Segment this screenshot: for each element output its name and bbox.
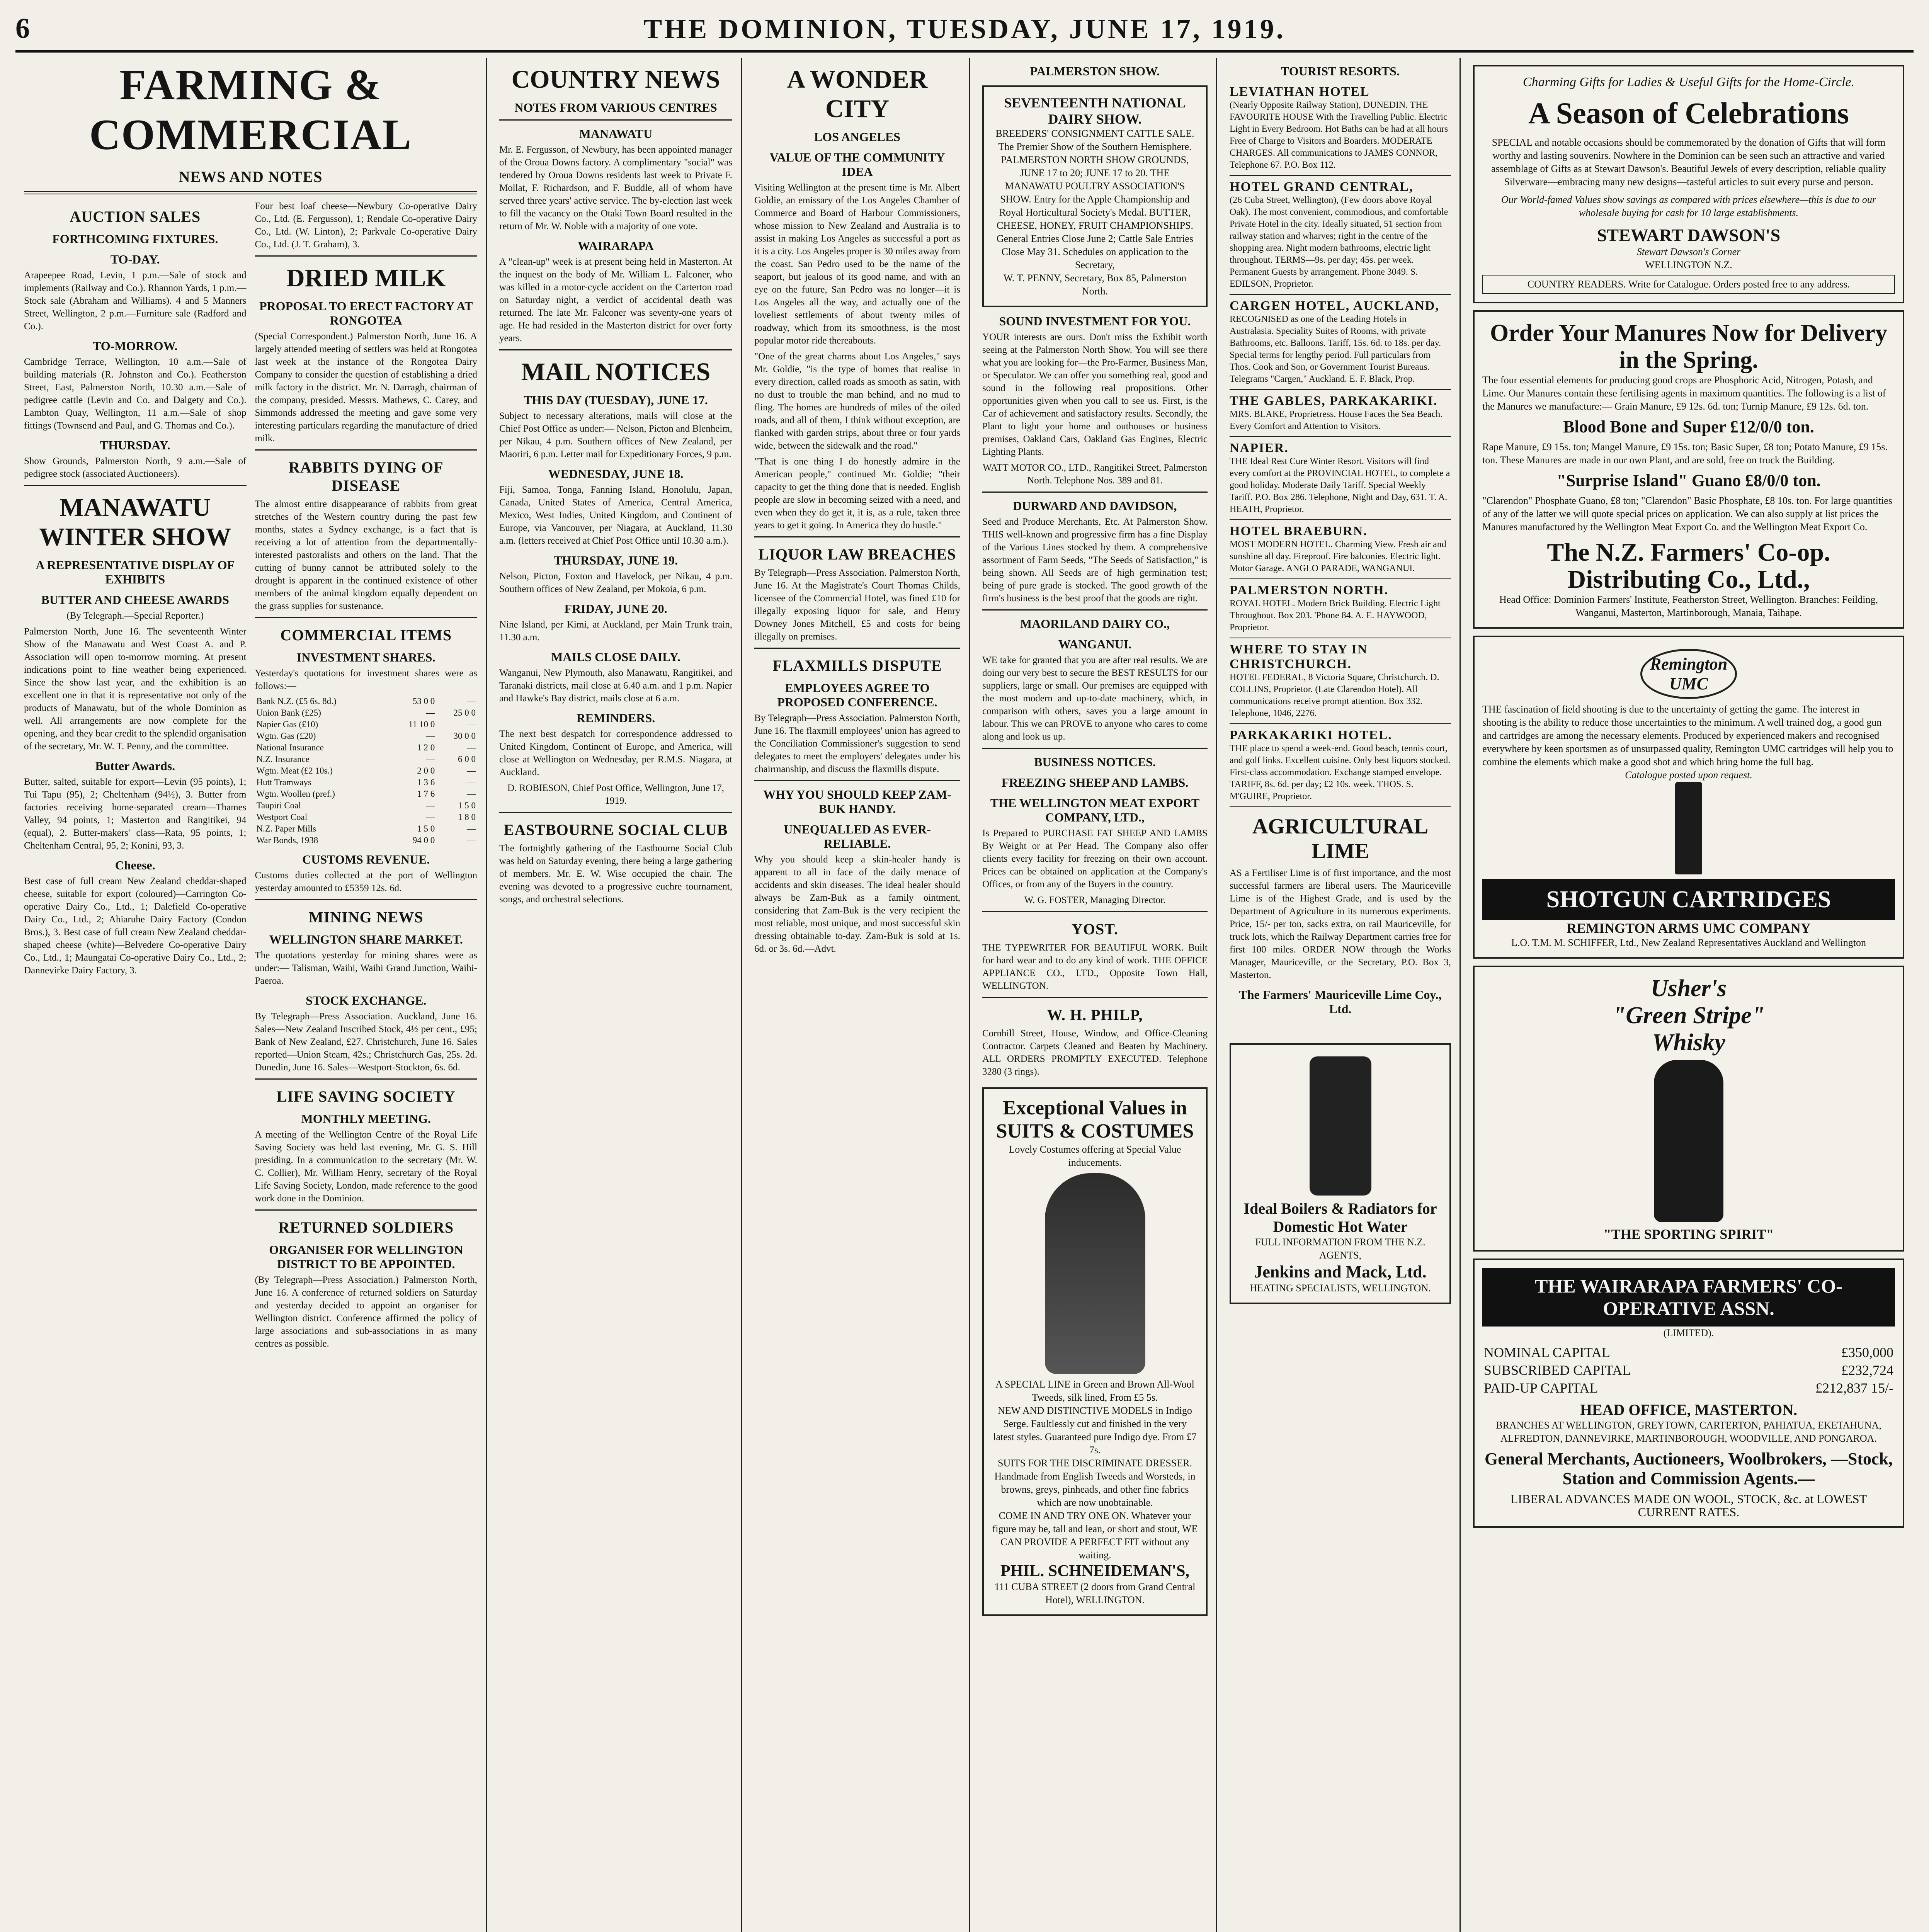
share-row [255, 800, 478, 811]
hotel-name: THE GABLES, PARKAKARIKI. [1230, 394, 1438, 408]
liquor-heading: LIQUOR LAW BREACHES [758, 546, 956, 563]
byline: (By Telegraph.—Special Reporter.) [66, 611, 204, 621]
hotel-details: RECOGNISED as one of the Leading Hotels in Australasia. Speciality Suites of Rooms, with private Bathrooms, etc. Balloons. Tariff, 15s. 6d. to 18s. per day. Special terms for lengthy period. Full particulars from Thos. Cook and Son, or Government Tourist Bureaus. Telegrams "Cargen," Auckland. E. F. Black, Prop. [1230, 314, 1441, 384]
share-name: Bank N.Z. (£5 6s. 8d.) [256, 696, 337, 706]
business-notices-label: BUSINESS NOTICES. [1034, 755, 1156, 769]
usher-tag: "THE SPORTING SPIRIT" [1603, 1226, 1774, 1242]
divider [255, 255, 478, 257]
hotel-name: LEVIATHAN HOTEL [1230, 85, 1370, 99]
dairy-show-sign: W. T. PENNY, Secretary, Box 85, Palmerston North. [1003, 272, 1187, 297]
mining-heading: MINING NEWS [308, 908, 424, 926]
costume-figure-illustration [1045, 1173, 1145, 1374]
dried-milk-text: (Special Correspondent.) Palmerston North, June 16. A largely attended meeting of settlers was held at Rongotea last week at the instance of the Rongotea Dairy Company to consider the question of establishing a dried milk factory in the district. Mr. N. Darragh, chairman of the company, presided. Messrs. Mathews, C. Carey, and Simmonds addressed the meeting and gave some very interesting particulars regarding the manufacture of dried milk. [255, 331, 477, 444]
share-name: Hutt Tramways [256, 777, 311, 787]
suits-line-4: COME IN AND TRY ONE ON. Whatever your figure may be, tall and lean, or short and stout, WE CAN PROVIDE A PERFECT FIT without any waiting. [992, 1510, 1198, 1561]
share-seller: — [467, 696, 476, 706]
auction-subheading: FORTHCOMING FIXTURES. [52, 232, 218, 246]
daily-text: Wanganui, New Plymouth, also Manawatu, Rangitikei, and Taranaki districts, mail close at 6.40 a.m. and 1 p.m. Napier and Hawke's Bay district, mails close at 6 a.m. [499, 668, 732, 704]
share-row [255, 765, 478, 777]
capital-row [1482, 1361, 1895, 1379]
divider [754, 536, 960, 537]
daily-label: MAILS CLOSE DAILY. [551, 650, 680, 664]
wonder-city-place: LOS ANGELES [814, 130, 901, 144]
share-row [255, 719, 478, 730]
lifesaving-heading: LIFE SAVING SOCIETY [276, 1088, 456, 1105]
returned-heading: RETURNED SOLDIERS [278, 1219, 454, 1236]
zambuk-text: Why you should keep a skin-healer handy is apparent to all in face of the daily menace of accidents and skin diseases. The ideal healer should always be Zam-Buk as a family ointment, considering that Zam-Buk is the very recipient the most reliable, most unique, and most successful skin dressing obtainable to-day. Zam-Buk is sold at 1s. 6d. or 3s. 6d.—Advt. [754, 854, 960, 954]
mining-sub: WELLINGTON SHARE MARKET. [269, 932, 463, 946]
today-label: TO-DAY. [110, 252, 160, 266]
share-name: Napier Gas (£10) [256, 719, 318, 729]
column-farming-commercial [15, 58, 487, 1932]
boilers-tag: HEATING SPECIALISTS, WELLINGTON. [1250, 1282, 1431, 1294]
customs-text: Customs duties collected at the port of Wellington yesterday amounted to £5359 12s. 6d. [255, 870, 477, 893]
share-seller: 1 5 0 [458, 801, 476, 810]
share-seller: 30 0 0 [453, 731, 476, 741]
capital-row [1482, 1344, 1895, 1361]
share-row [255, 777, 478, 788]
share-buyer: — [426, 708, 435, 718]
tomorrow-label: TO-MORROW. [92, 339, 178, 353]
suits-line-2: NEW AND DISTINCTIVE MODELS in Indigo Serge. Faultlessly cut and finished in the very latest styles. Guaranteed pure Indigo dye. From £7 7s. [993, 1405, 1197, 1456]
suits-ad [982, 1087, 1208, 1616]
cartridge-illustration [1675, 782, 1702, 874]
cheese-text: Best case of full cream New Zealand cheddar-shaped cheese, suitable for export (coloured)—Carrington Co-operative Dairy Co., Ltd., 1; Dalefield Co-operative Dairy Co., Ltd., 2; Ahiaruhe Dairy Factory (Condon Bros.), 3. Best case of full cream New Zealand cheddar-shaped cheese (white)—Belvedere Co-operative Dairy Co., Ltd., 1; Maungatai Co-operative Dairy Co., Ltd., 2; Dannevirke Dairy Factory, 3. [24, 876, 247, 976]
boilers-title: Ideal Boilers & Radiators for Domestic Hot Water [1243, 1200, 1437, 1235]
manawatu-text: Mr. E. Fergusson, of Newbury, has been appointed manager of the Oroua Downs factory. A complimentary "social" was tendered by Oroua Downs residents last week to Private F. Mollat, F. Richardson, and F. Buddle, all of whom have served three years' active service. The by-election last week to fill the vacancy on the Otaki Town Board resulted in the return of Mr. W. Noble with a majority of one vote. [499, 145, 732, 231]
suits-line-3: SUITS FOR THE DISCRIMINATE DRESSER. Handmade from English Tweeds and Worsteds, in browns, greys, pinheads, and other fine fabrics which are now unobtainable. [994, 1458, 1196, 1508]
wairarapa-ad [1473, 1259, 1904, 1528]
share-row [255, 788, 478, 800]
investment-sign: WATT MOTOR CO., LTD., Rangitikei Street, Palmerston North. Telephone Nos. 389 and 81. [983, 463, 1207, 486]
lime-text: AS a Fertiliser Lime is of first importance, and the most successful farmers are liberal users. The Mauriceville Lime is of the Highest Grade, and is used by the Department of Agriculture in its numerous experiments. Price, 15/- per ton, sacks extra, on rail Mauriceville, for truck lots, which the Railway Department carries free for first 100 miles. ORDER NOW through the Works Manager, Mauriceville, or the Secretary, P.O. Box 3, Masterton. [1230, 868, 1451, 980]
yost-label: YOST. [1072, 920, 1118, 938]
wairarapa-text: A "clean-up" week is at present being held in Masterton. At the inquest on the body of Mr. William L. Falconer, who was killed in a motor-cycle accident on the Carterton road on Saturday night, a verdict of accidental death was returned. The late Mr. Falconer was seventy-one years of age. He had resided in the Masterton district for over forty years. [499, 257, 732, 344]
whisky-bottle-illustration [1654, 1060, 1723, 1222]
share-buyer: 1 2 0 [417, 743, 435, 752]
usher-ad [1473, 966, 1904, 1252]
hotel-listing [1230, 390, 1451, 437]
dairy-show-text: The Premier Show of the Southern Hemisphere. PALMERSTON NORTH SHOW GROUNDS, JUNE 17 to 20; JUNE 17 to 20. THE MANAWATU POULTRY ASSOCIATION'S SHOW. Entry for the Apple Championship and Royal Horticultural Society's Medal. BUTTER, CHEESE, HONEY, FRUIT CHAMPIONSHIPS. General Entries Close June 2; Cattle Sale Entries Close May 31. Schedules on application to the Secretary, [996, 141, 1194, 270]
manures-extra: "Clarendon" Phosphate Guano, £8 ton; "Clarendon" Basic Phosphate, £8 10s. ton. For large quantities of any of the latter we will quote special prices on application. We can also supply at list prices the Manures manufactured by the Wellington Meat Export Co. and the Wellington Meat Export Co. [1482, 495, 1892, 532]
boiler-illustration [1310, 1056, 1371, 1196]
divider [24, 191, 477, 194]
capital-value: £212,837 15/- [1815, 1380, 1893, 1396]
divider [255, 1078, 478, 1080]
share-seller: 6 0 0 [458, 754, 476, 764]
hotel-name: WHERE TO STAY IN CHRISTCHURCH. [1230, 642, 1368, 671]
divider [982, 748, 1208, 749]
suits-title: Exceptional Values in SUITS & COSTUMES [996, 1097, 1194, 1142]
share-buyer: — [426, 754, 435, 764]
page-number: 6 [15, 13, 30, 44]
shotgun-banner: SHOTGUN CARTRIDGES [1482, 879, 1895, 920]
manawatu-show-text: Palmerston North, June 16. The seventeenth Winter Show of the Manawatu and West Coast A. and P. Association will open to-morrow morning. At present indications point to fine weather being experienced. Since the show last year, and the exhibition is an excellent one in that it is representative not only of the products of Manawatu, but of the whole Dominion as well. All arrangements are now complete for the opening, and they bear credit to the splendid organisation of the secretary, Mr. W. T. Penny, and the committee. [24, 626, 247, 752]
maoriland-text: WE take for granted that you are after real results. We are doing our very best to secure the BEST RESULTS for our suppliers, large or small. Our premises are equipped with the most modern and up-to-date machinery, which, in comparison with others, saves you a large amount in labour. This we can PROVE to anyone who cares to come along and look us up. [982, 655, 1208, 742]
two-column-body [24, 200, 477, 1353]
hotel-details: (Nearly Opposite Railway Station), DUNEDIN. THE FAVOURITE HOUSE With the Travelling Public. Electric Light in Every Bedroom. Hot Baths can be had at all hours Free of Charge to Visitors and Boarders. MODERATE CHARGES. All communications to JAMES CONNOR, Telephone 67. P.O. Box 112. [1230, 100, 1448, 170]
mail-text: Subject to necessary alterations, mails will close at the Chief Post Office as under:— Nelson, Picton and Blenheim, per Nikau, 4 p.m. Southern offices of New Zealand, per Maoriri, 6 p.m. Letter mail for Expeditionary Forces, 9 p.m. [499, 411, 732, 459]
hotel-details: MOST MODERN HOTEL. Charming View. Fresh air and sunshine all day. Fireproof. Fire balconies. Electric light. Motor Garage. ANGLO PARADE, WANGANUI. [1230, 539, 1446, 573]
divider [982, 911, 1208, 912]
hotel-listing [1230, 724, 1451, 807]
divider [754, 780, 960, 781]
wednesday-label: WEDNESDAY, JUNE 18. [548, 467, 684, 481]
wonder-city-text: Visiting Wellington at the present time is Mr. Albert Goldie, an emissary of the Los Angeles Chamber of Commerce and Board of Harbour Commissioners, whose mission to New Zealand and Australia is to assist in making Los Angeles as successful a port as it is a city. Los Angeles proper is 30 miles away from the coast. San Pedro used to be the name of the seaport, but jealous of its good name, and with an eye on the future, San Pedro was no longer—it is Los Angeles all the way, and actually one of the loveliest settlements of about twenty miles of roadway, which from its smoothness, is the most popular motor ride thereabouts. [754, 182, 960, 346]
farmers-title: The N.Z. Farmers' Co-op. Distributing Co., Ltd., [1547, 538, 1830, 594]
column-advertisements [1465, 58, 1913, 1932]
commercial-heading: COMMERCIAL ITEMS [280, 626, 452, 644]
dawson-text: SPECIAL and notable occasions should be commemorated by the donation of Gifts that will form worthy and lasting souvenirs. Nowhere in the Dominion can be seen such an attractive and varied assemblage of Gifts as at Stewart Dawson's. Beautiful Jewels of every description, reliable quality Silverware—embracing many new designs—tasteful articles to suit every purse and person. [1491, 137, 1886, 187]
mail-intro: THIS DAY (TUESDAY), JUNE 17. [524, 393, 708, 407]
show-header: PALMERSTON SHOW. [1030, 64, 1160, 78]
share-buyer: 94 0 0 [412, 835, 435, 845]
share-row [255, 730, 478, 742]
hotel-name: NAPIER. [1230, 441, 1289, 455]
divider [982, 492, 1208, 493]
durward-text: Seed and Produce Merchants, Etc. At Palmerston Show. THIS well-known and progressive firm has a fine Display of the Various Lines stocked by them. A comprehensive assortment of Farm Seeds, "The Seeds of Satisfaction," is being shown. All Seeds are of high germination test; being of pure grade is stocked. The good growth of the firm's business is the best proof that the goods are right. [982, 517, 1208, 604]
share-buyer: — [426, 812, 435, 822]
column-tourist-resorts [1221, 58, 1461, 1932]
share-row [255, 707, 478, 719]
customs-heading: CUSTOMS REVENUE. [302, 852, 430, 866]
investment-heading: INVESTMENT SHARES. [296, 650, 435, 664]
suits-line-1: A SPECIAL LINE in Green and Brown All-Wool Tweeds, silk lined, From £5 5s. [995, 1379, 1194, 1403]
capital-label: SUBSCRIBED CAPITAL [1484, 1362, 1631, 1378]
divider [499, 349, 732, 350]
page-title: THE DOMINION, TUESDAY, JUNE 17, 1919. [643, 14, 1286, 44]
hotel-name: PALMERSTON NORTH. [1230, 583, 1389, 597]
mining-text: The quotations yesterday for mining shares were as under:— Talisman, Waihi, Waihi Grand Junction, Waihi-Paeroa. [255, 950, 477, 986]
hotel-details: THE place to spend a week-end. Good beach, tennis court, and golf links. Excellent cuisine. Only best liquors stocked. First-class accommodation. Exchange stamped envelope. TARIFF, 8s. 6d. per day; £2 10s. week. THOS. S. M'GUIRE, Proprietor. [1230, 743, 1451, 801]
share-buyer: 1 5 0 [417, 824, 435, 833]
investment-label: SOUND INVESTMENT FOR YOU. [999, 314, 1191, 328]
investment-intro: Yesterday's quotations for investment shares were as follows:— [255, 668, 477, 691]
remington-agents: L.O. T.M. M. SCHIFFER, Ltd., New Zealand Representatives Auckland and Wellington [1511, 937, 1866, 948]
capital-table [1482, 1344, 1895, 1397]
mail-notices-heading: MAIL NOTICES [521, 358, 711, 386]
country-news-sub: NOTES FROM VARIOUS CENTRES [514, 100, 717, 114]
thursday-text: Show Grounds, Palmerston North, 9 a.m.—Sale of pedigree stock (associated Auctioneers). [24, 456, 247, 479]
investment-text: YOUR interests are ours. Don't miss the Exhibit worth seeing at the Palmerston North Show. You will see there what you are looking for—the Pro-Farmer, Business Man, or Speculator. We can offer you something real, good and sound in the following real propositions. Other opportunities given when you call to see us. First, is the Car of achievement and satisfactory results. Secondly, the Plant to light your home and outhouses or business premises, Oakland Cars, Oakland Gas Engines, Electric Lighting Plants. [982, 332, 1208, 457]
divider [255, 899, 478, 900]
share-buyer: 11 10 0 [408, 719, 435, 729]
lime-heading: AGRICULTURAL LIME [1252, 815, 1429, 863]
share-row [255, 696, 478, 707]
share-name: Westport Coal [256, 812, 308, 822]
hotel-listing [1230, 520, 1451, 579]
signature: D. ROBIESON, Chief Post Office, Wellington, June 17, 1919. [507, 783, 724, 806]
share-row [255, 823, 478, 835]
thursday-text: Nelson, Picton, Foxton and Havelock, per Nikau, 4 p.m. Southern offices of New Zealand, per Mokoia, 6 p.m. [499, 571, 732, 594]
capital-label: NOMINAL CAPITAL [1484, 1345, 1610, 1360]
divider [24, 485, 247, 486]
boilers-ad [1230, 1043, 1451, 1304]
share-row [255, 753, 478, 765]
share-name: War Bonds, 1938 [256, 835, 318, 845]
divider [255, 617, 478, 618]
stock-text: By Telegraph—Press Association. Auckland, June 16. Sales—New Zealand Inscribed Stock, 4½ per cent., £95; Bank of New Zealand, £27. Christchurch, June 16. Sales reported—Union Steam, 42s.; Christchurch Gas, 25s. 2d. Dunedin, June 16. Sales—Westport-Stockton, 6s. 6d. [255, 1011, 477, 1073]
typewriter-text: THE TYPEWRITER FOR BEAUTIFUL WORK. Built for hard wear and to do any kind of work. THE OFFICE APPLIANCE CO., LTD., Opposite Town Hall, WELLINGTON. [982, 942, 1208, 991]
wairarapa-liberal: LIBERAL ADVANCES MADE ON WOOL, STOCK, &c. at LOWEST CURRENT RATES. [1510, 1492, 1867, 1519]
share-seller: — [467, 777, 476, 787]
column-show-business [974, 58, 1217, 1932]
divider [255, 1209, 478, 1211]
share-name: National Insurance [256, 743, 324, 752]
maoriland-heading: MAORILAND DAIRY CO., [1020, 617, 1170, 631]
dawson-box: COUNTRY READERS. Write for Catalogue. Orders posted free to any address. [1482, 275, 1895, 294]
butter-awards-text: Butter, salted, suitable for export—Levin (95 points), 1; Tui Tapu (95), 2; Cheltenham (94½), 3. Butter from factories receiving home-separated cream—Thames Valley, 94 points, 1; Masterton and Rangitikei, 94 (equal), 2. Butter-makers' class—Rata, 95 points, 1; Cheltenham Central, 95, 2; Konini, 93, 3. [24, 777, 247, 851]
liquor-text: By Telegraph—Press Association. Palmerston North, June 16. At the Magistrate's Court Thomas Childs, licensee of the Commercial Hotel, was fined £10 for illegally exposing liquor for sale, and Henry Downey Jones Mitchell, £5 and costs for being illegally on premises. [754, 568, 960, 642]
share-row [255, 835, 478, 846]
manawatu-show-sub: A REPRESENTATIVE DISPLAY OF EXHIBITS [36, 558, 235, 586]
share-seller: 25 0 0 [453, 708, 476, 718]
tourist-resorts-header: TOURIST RESORTS. [1281, 64, 1400, 78]
today-text: Arapeepee Road, Levin, 1 p.m.—Sale of stock and implements (Railway and Co.). Rhannon Yards, 1 p.m.—Stock sale (Abraham and Williams). 4 and 5 Manners Street, Wellington, 2 p.m.—Furniture sale (Radford and Co.). [24, 270, 247, 332]
section-subheading: NEWS AND NOTES [179, 168, 323, 185]
dawson-top: Charming Gifts for Ladies & Useful Gifts for the Home-Circle. [1522, 75, 1855, 89]
share-buyer: 1 3 6 [417, 777, 435, 787]
lifesaving-text: A meeting of the Wellington Centre of the Royal Life Saving Society was held last evening, Mr. G. S. Hill presiding. In a communication to the secretary (Mr. W. C. Collier), Mr. William Henry, secretary of the Royal Life Saving Society, London, made reference to the good work done in the Dominion. [255, 1129, 477, 1204]
capital-row [1482, 1379, 1895, 1397]
usher-whisky: Whisky [1652, 1029, 1725, 1056]
dawson-italic: Our World-famed Values show savings as compared with prices elsewhere—this is due to our wholesale buying for cash for 10 large establishments. [1501, 194, 1876, 218]
capital-value: £350,000 [1841, 1345, 1893, 1360]
dried-milk-heading: DRIED MILK [286, 264, 446, 292]
wairarapa-label: WAIRARAPA [578, 239, 654, 253]
usher-stripe: "Green Stripe" [1612, 1002, 1765, 1029]
remington-company: REMINGTON ARMS UMC COMPANY [1567, 920, 1811, 936]
returned-sub: ORGANISER FOR WELLINGTON DISTRICT TO BE APPOINTED. [269, 1243, 463, 1271]
freezing-label: FREEZING SHEEP AND LAMBS. [1001, 776, 1189, 789]
manawatu-show-heading: MANAWATU WINTER SHOW [39, 493, 231, 551]
share-buyer: — [426, 801, 435, 810]
dairy-show-sub: BREEDERS' CONSIGNMENT CATTLE SALE. [995, 128, 1194, 139]
flaxmills-sub: EMPLOYEES AGREE TO PROPOSED CONFERENCE. [777, 681, 937, 709]
loaf-cheese-text: Four best loaf cheese—Newbury Co-operative Dairy Co., Ltd. (E. Fergusson), 1; Rendale Co-operative Dairy Co., Ltd. (W. Linton), 2; Parkvale Co-operative Dairy Co., Ltd. (J. T. Graham), 3. [255, 201, 477, 250]
divider [982, 609, 1208, 611]
friday-label: FRIDAY, JUNE 20. [564, 602, 667, 616]
flaxmills-heading: FLAXMILLS DISPUTE [772, 657, 942, 674]
share-row [255, 811, 478, 823]
philp-heading: W. H. PHILP, [1047, 1006, 1143, 1024]
suits-name: PHIL. SCHNEIDEMAN'S, [1000, 1562, 1189, 1580]
surprise-line: "Surprise Island" Guano £8/0/0 ton. [1556, 471, 1821, 490]
share-buyer: — [426, 731, 435, 741]
reminders-text: The next best despatch for correspondence addressed to United Kingdom, Continent of Europe, and America, will close at Wellington on Wednesday, per R.M.S. Niagara, at Auckland. [499, 729, 732, 777]
wednesday-text: Fiji, Samoa, Tonga, Fanning Island, Honolulu, Japan, Canada, United States of America, Central America, Mexico, West Indies, United Kingdom, and Continent of Europe, via Vancouver, per Niagara, at Auckland, 11.30 a.m. (letters received at Chief Post Office until 10.30 a.m.). [499, 485, 732, 546]
hotel-listing [1230, 579, 1451, 638]
subcolumn-right [255, 200, 478, 1353]
share-name: Taupiri Coal [256, 801, 301, 810]
rabbits-text: The almost entire disappearance of rabbits from great stretches of the Western country during the past few months, states a Sydney exchange, is a fact that is receiving a lot of attention from the departmentally-interested pastoralists and others on the land. That the cutting of bunny cannot be attributed solely to the drought is apparent in the continued existence of other members of the animal kingdom equally dependent on the grass supplies for sustenance. [255, 499, 477, 611]
masthead [15, 8, 1914, 53]
capital-label: PAID-UP CAPITAL [1484, 1380, 1598, 1396]
meat-sign: W. G. FOSTER, Managing Director. [1024, 895, 1166, 905]
share-buyer: 2 0 0 [417, 766, 435, 776]
share-name: N.Z. Paper Mills [256, 824, 316, 833]
manawatu-show-sub2: BUTTER AND CHEESE AWARDS [41, 593, 229, 607]
zambuk-heading: WHY YOU SHOULD KEEP ZAM-BUK HANDY. [763, 787, 951, 816]
hotel-listing [1230, 295, 1451, 390]
divider [499, 812, 732, 813]
divider [255, 449, 478, 451]
share-buyer: 1 7 6 [417, 789, 435, 799]
auction-heading: AUCTION SALES [70, 208, 201, 225]
divider [499, 119, 732, 121]
hotel-details: MRS. BLAKE, Proprietress. House Faces the Sea Beach. Every Comfort and Attention to Visitors. [1230, 409, 1443, 431]
thursday-label: THURSDAY. [100, 438, 170, 452]
returned-text: (By Telegraph—Press Association.) Palmerston North, June 16. A conference of returned soldiers on Saturday and yesterday decided to appoint an organiser for Wellington district. Conference affirmed the policy of large associations and sub-associations in as many centres as possible. [255, 1275, 477, 1349]
hotel-listing [1230, 638, 1451, 724]
wairarapa-ltd: (LIMITED). [1663, 1327, 1714, 1338]
dawson-name: STEWART DAWSON'S [1597, 225, 1781, 245]
zambuk-sub: UNEQUALLED AS EVER-RELIABLE. [784, 822, 931, 850]
wonder-city-text-3: "That is one thing I do honestly admire in the American people," continued Mr. Goldie; "their capacity to get the thing done that is needed. English people are slow in becoming seized with a need, and even when they do get it, it is, as a rule, taken three years to get it going. In America they do hustle." [754, 456, 960, 531]
share-seller: — [467, 789, 476, 799]
butter-awards-label: Butter Awards. [95, 759, 175, 773]
shares-table [255, 696, 478, 846]
share-seller: — [467, 743, 476, 752]
capital-value: £232,724 [1841, 1362, 1893, 1378]
hotel-listing [1230, 81, 1451, 176]
hotel-listing [1230, 437, 1451, 520]
country-news-heading: COUNTRY NEWS [511, 65, 720, 94]
bone-line: Blood Bone and Super £12/0/0 ton. [1563, 417, 1814, 436]
dried-milk-sub: PROPOSAL TO ERECT FACTORY AT RONGOTEA [259, 299, 473, 327]
hotel-name: CARGEN HOTEL, AUCKLAND, [1230, 299, 1439, 313]
boilers-name: Jenkins and Mack, Ltd. [1254, 1262, 1427, 1281]
share-seller: — [467, 719, 476, 729]
share-name: Union Bank (£25) [256, 708, 321, 718]
remington-logo: Remington UMC [1640, 649, 1737, 699]
dawson-place: WELLINGTON N.Z. [1645, 259, 1732, 270]
usher-title: Usher's [1650, 975, 1727, 1002]
wairarapa-branches: BRANCHES AT WELLINGTON, GREYTOWN, CARTERTON, PAHIATUA, EKETAHUNA, ALFREDTON, DANNEVIRKE, MARTINBOROUGH, WOODVILLE, AND PONGAROA. [1496, 1420, 1881, 1444]
wairarapa-head: HEAD OFFICE, MASTERTON. [1580, 1401, 1798, 1418]
dairy-show-ad [982, 85, 1208, 307]
maoriland-place: WANGANUI. [1058, 637, 1132, 651]
friday-text: Nine Island, per Kimi, at Auckland, per Main Trunk train, 11.30 a.m. [499, 619, 732, 643]
lime-company: The Farmers' Mauriceville Lime Coy., Ltd. [1239, 988, 1442, 1016]
cheese-label: Cheese. [115, 858, 155, 872]
wonder-city-heading: A WONDER CITY [787, 65, 928, 123]
hotel-name: HOTEL BRAEBURN. [1230, 524, 1368, 538]
manures-title: Order Your Manures Now for Delivery in the Spring. [1490, 320, 1888, 373]
remington-text: THE fascination of field shooting is due to the uncertainty of getting the game. The interest in shooting is the ability to reduce those uncertainties to the minimum. A well trained dog, a good gun and cartridges are among the necessary elements. Produced by experienced makers and recognised everywhere by keen sportsmen as of unsurpassed quality, Remington UMC cartridges will help you to combine the elements which make a good shot and which bring home the full bag. [1482, 704, 1893, 767]
meat-heading: THE WELLINGTON MEAT EXPORT COMPANY, LTD., [990, 796, 1200, 824]
eastbourne-heading: EASTBOURNE SOCIAL CLUB [504, 821, 728, 838]
farmers-office: Head Office: Dominion Farmers' Institute, Featherston Street, Wellington. Branches: Feilding, Wanganui, Masterton, Martinborough, Manaia, Taihape. [1499, 594, 1878, 618]
share-seller: 1 8 0 [458, 812, 476, 822]
share-name: Wgtn. Gas (£20) [256, 731, 316, 741]
rabbits-heading: RABBITS DYING OF DISEASE [288, 459, 444, 494]
tomorrow-text: Cambridge Terrace, Wellington, 10 a.m.—Sale of building materials (R. Johnston and Co.). Featherston Street, East, Palmerston North, 10.30 a.m.—Sale of pedigree cattle (Levin and Co. and Dalgety and Co.). Lambton Quay, Wellington, 11 a.m.—Sale of shop fittings (Townsend and Paul, and G. Thomas and Co.). [24, 357, 247, 431]
reminders-label: REMINDERS. [576, 711, 655, 725]
manawatu-label: MANAWATU [579, 127, 653, 141]
column-wonder-city [746, 58, 970, 1932]
divider [754, 648, 960, 649]
section-heading: FARMING & COMMERCIAL [89, 61, 412, 159]
column-country-news [491, 58, 742, 1932]
share-seller: — [467, 824, 476, 833]
suits-sub: Lovely Costumes offering at Special Value inducements. [1009, 1144, 1181, 1168]
share-name: N.Z. Insurance [256, 754, 310, 764]
thursday-label: THURSDAY, JUNE 19. [553, 553, 678, 567]
hotel-details: ROYAL HOTEL. Modern Brick Building. Electric Light Throughout. Box 203. 'Phone 84. A. E. HAYWOOD, Proprietor. [1230, 599, 1441, 633]
wairarapa-general: General Merchants, Auctioneers, Woolbrokers, —Stock, Station and Commission Agents.— [1485, 1449, 1893, 1488]
meat-text: Is Prepared to PURCHASE FAT SHEEP AND LAMBS By Weight or at Per Head. The Company also offer clients every facility for freezing on their own account. Prices can be obtained on application at the Company's Offices, or from any of the Buyers in the country. [982, 828, 1208, 889]
boilers-sub: FULL INFORMATION FROM THE N.Z. AGENTS, [1255, 1236, 1425, 1261]
share-seller: — [467, 835, 476, 845]
hotel-listing [1230, 176, 1451, 295]
share-name: Wgtn. Meat (£2 10s.) [256, 766, 333, 776]
share-buyer: 53 0 0 [412, 696, 435, 706]
remington-note: Catalogue posted upon request. [1625, 769, 1752, 781]
lifesaving-sub: MONTHLY MEETING. [301, 1112, 431, 1126]
manures-list: Rape Manure, £9 15s. ton; Mangel Manure, £9 15s. ton; Basic Super, £8 ton; Potato Manure, £9 15s. ton. These Manures are made in our own Plant, and are sold, free on truck the Building. [1482, 441, 1888, 466]
dawson-title: A Season of Celebrations [1528, 96, 1849, 130]
share-name: Wgtn. Woollen (pref.) [256, 789, 335, 799]
dairy-show-title: SEVENTEENTH NATIONAL DAIRY SHOW. [1004, 95, 1186, 127]
stock-heading: STOCK EXCHANGE. [306, 993, 427, 1007]
durward-heading: DURWARD AND DAVIDSON, [1013, 499, 1177, 513]
manures-ad [1473, 310, 1904, 629]
subcolumn-left [24, 200, 247, 1353]
share-seller: — [467, 766, 476, 776]
wonder-city-sub: VALUE OF THE COMMUNITY IDEA [769, 150, 945, 179]
manures-text: The four essential elements for producing good crops are Phosphoric Acid, Nitrogen, Potash, and Lime. Our Manures contain these fertilising agents in maximum quantities. The following is a list of the Manures we manufacture:— Grain Manure, £9 12s. 6d. ton; Turnip Manure, £9 12s. 6d. ton. [1482, 374, 1886, 412]
dawson-corner: Stewart Dawson's Corner [1636, 246, 1741, 257]
hotel-details: HOTEL FEDERAL, 8 Victoria Square, Christchurch. D. COLLINS, Proprietor. (Late Clarendon Hotel). All communications receive prompt attention. Box 332. Telephone, 1046, 2276. [1230, 672, 1439, 718]
flaxmills-text: By Telegraph—Press Association. Palmerston North, June 16. The flaxmill employees' union has agreed to the Conciliation Commissioner's suggestion to send delegates to meet the employers' delegates under his chairmanship, and discuss the flaxmills dispute. [754, 713, 960, 774]
philp-text: Cornhill Street, House, Window, and Office-Cleaning Contractor. Carpets Cleaned and Beaten by Machinery. ALL ORDERS PROMPTLY EXECUTED. Telephone 3280 (3 rings). [982, 1028, 1208, 1077]
hotel-details: (26 Cuba Street, Wellington), (Few doors above Royal Oak). The most convenient, commodious, and comfortable Private Hotel in the city. Ideally situated, 51 section from railway station and wharves; right in the centre of the shopping area. Night modern bathrooms, electric light throughout. TERMS—9s. per day; 45s. per week. Permanent Guests by arrangement. Phone 3049. S. EDILSON, Proprietor. [1230, 195, 1448, 289]
wonder-city-text-2: "One of the great charms about Los Angeles," says Mr. Goldie, "is the type of homes that realise in every direction, called roads as smooth as satin, with no dust to trouble the man behind, and no mud to fling. The homes are hundreds of miles of the oiled roads, and all of them, I think without exception, are flanked with garden strips, about three or four yards wide, between the sidewalk and the road." [754, 351, 960, 451]
hotel-details: THE Ideal Rest Cure Winter Resort. Visitors will find every comfort at the PROVINCIAL HOTEL, to complete a good holiday. Moderate Daily Tariff. Special Weekly Tariff. P.O. Box 286. Telephone, Night and Day, 631. T. A. HEATH, Proprietor. [1230, 456, 1450, 514]
hotel-name: HOTEL GRAND CENTRAL, [1230, 180, 1414, 194]
hotels-list [1230, 81, 1451, 807]
share-row [255, 742, 478, 753]
wairarapa-title: THE WAIRARAPA FARMERS' CO-OPERATIVE ASSN. [1482, 1268, 1895, 1327]
hotel-name: PARKAKARIKI HOTEL. [1230, 728, 1392, 742]
stewart-dawson-ad [1473, 65, 1904, 303]
remington-ad [1473, 636, 1904, 959]
suits-address: 111 CUBA STREET (2 doors from Grand Central Hotel), WELLINGTON. [994, 1581, 1196, 1605]
divider [982, 997, 1208, 998]
eastbourne-text: The fortnightly gathering of the Eastbourne Social Club was held on Saturday evening, there being a large gathering of members. Mr. E. W. Wise occupied the chair. The evening was devoted to a progressive euchre tournament, songs, and orchestral selections. [499, 843, 732, 905]
